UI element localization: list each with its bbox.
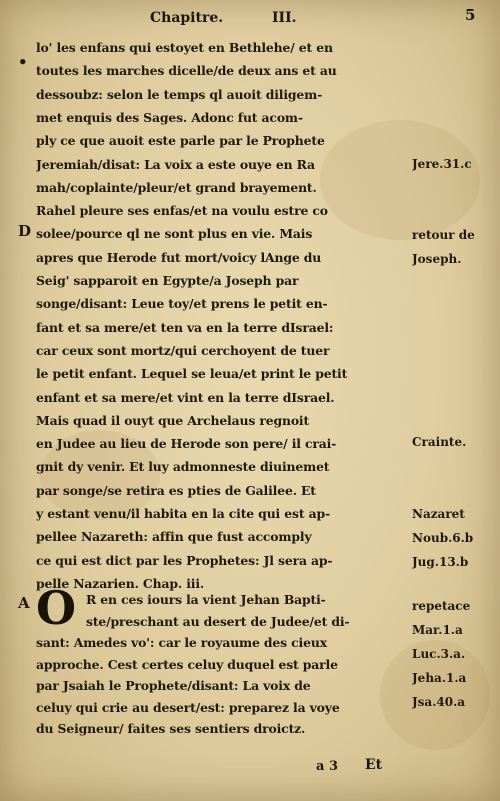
header-chapter-number: III. bbox=[272, 10, 297, 26]
marginal-note-jeha: Jeha.1.a bbox=[412, 671, 467, 685]
text-line: ply ce que auoit este parle par le Prophete bbox=[36, 133, 325, 149]
marginal-note-nazaret: Nazaret bbox=[412, 507, 465, 521]
text-line: Rahel pleure ses enfas/et na voulu estre co bbox=[36, 203, 328, 219]
header-title: Chapitre. bbox=[150, 10, 224, 26]
signature-mark: a 3 bbox=[316, 759, 338, 774]
text-line: dessoubz: selon le temps ql auoit diligem- bbox=[36, 86, 323, 102]
text-line: gnit dy venir. Et luy admonneste diuinemet bbox=[36, 459, 330, 475]
page-footer bbox=[0, 755, 500, 781]
marginal-note-retour: retour de bbox=[412, 228, 475, 242]
text-line: pellee Nazareth: affin que fust accomply bbox=[36, 529, 312, 545]
text-line: lo' les enfans qui estoyet en Bethlehe/ et en bbox=[36, 40, 333, 55]
text-line: le petit enfant. Lequel se leua/et print le petit bbox=[36, 366, 348, 382]
margin-letter-a: A bbox=[18, 594, 30, 612]
text-line: pelle Nazarien. Chap. iii. bbox=[36, 575, 205, 591]
marginal-note-noub: Noub.6.b bbox=[412, 531, 474, 545]
text-line: mah/coplainte/pleur/et grand brayement. bbox=[36, 179, 317, 195]
text-line: en Judee au lieu de Herode son pere/ il crai- bbox=[36, 436, 337, 452]
text-line: y estant venu/il habita en la cite qui est ap- bbox=[36, 506, 330, 521]
text-line: solee/pource ql ne sont plus en vie. Mais bbox=[36, 226, 313, 242]
text-line: car ceux sont mortz/qui cerchoyent de tuer bbox=[36, 342, 330, 358]
text-line: ce qui est dict par les Prophetes: Jl sera ap- bbox=[36, 552, 333, 568]
chapter3-text-line: par Jsaiah le Prophete/disant: La voix de bbox=[36, 678, 311, 693]
text-line: Jeremiah/disat: La voix a este ouye en Ra bbox=[36, 156, 315, 172]
marginal-note-joseph: Joseph. bbox=[412, 252, 462, 266]
drop-cap: O bbox=[36, 581, 77, 635]
marginal-note-jere: Jere.31.c bbox=[412, 157, 472, 171]
marginal-note-jsa: Jsa.40.a bbox=[412, 695, 466, 709]
margin-bullet: • bbox=[18, 53, 28, 71]
marginal-note-jug: Jug.13.b bbox=[412, 555, 469, 569]
chapter3-text-line: du Seigneur/ faites ses sentiers droictz. bbox=[36, 721, 306, 736]
chapter3-text-line: celuy qui crie au desert/est: preparez la voye bbox=[36, 699, 340, 715]
chapter3-text-line: ste/preschant au desert de Judee/et di- bbox=[86, 613, 350, 629]
marginal-note-luc: Luc.3.a. bbox=[412, 647, 466, 661]
text-line: Seig' sapparoit en Egypte/a Joseph par bbox=[36, 273, 299, 288]
text-line: met enquis des Sages. Adonc fut acom- bbox=[36, 109, 303, 125]
text-line: enfant et sa mere/et vint en la terre dIsrael. bbox=[36, 389, 335, 405]
marginal-note-mar: Mar.1.a bbox=[412, 623, 463, 637]
folio-number: 5 bbox=[465, 6, 476, 24]
chapter3-text-line: sant: Amedes vo': car le royaume des cieux bbox=[36, 635, 327, 650]
chapter3-text-line: approche. Cest certes celuy duquel est parle bbox=[36, 656, 338, 672]
text-line: par songe/se retira es pties de Galilee. Et bbox=[36, 482, 316, 498]
marginal-note-crainte: Crainte. bbox=[412, 435, 467, 449]
text-line: fant et sa mere/et ten va en la terre dIsrael: bbox=[36, 319, 334, 335]
chapter3-text-line: R en ces iours la vient Jehan Bapti- bbox=[86, 592, 326, 607]
text-line: apres que Herode fut mort/voicy lAnge du bbox=[36, 249, 322, 265]
marginal-note-repentance: repetace bbox=[412, 599, 471, 613]
text-line: songe/disant: Leue toy/et prens le petit en- bbox=[36, 296, 328, 312]
text-line: Mais quad il ouyt que Archelaus regnoit bbox=[36, 412, 310, 428]
catchword: Et bbox=[365, 757, 383, 773]
text-line: toutes les marches dicelle/de deux ans et au bbox=[36, 63, 337, 79]
margin-letter-d: D bbox=[18, 222, 32, 240]
running-header bbox=[0, 4, 500, 30]
